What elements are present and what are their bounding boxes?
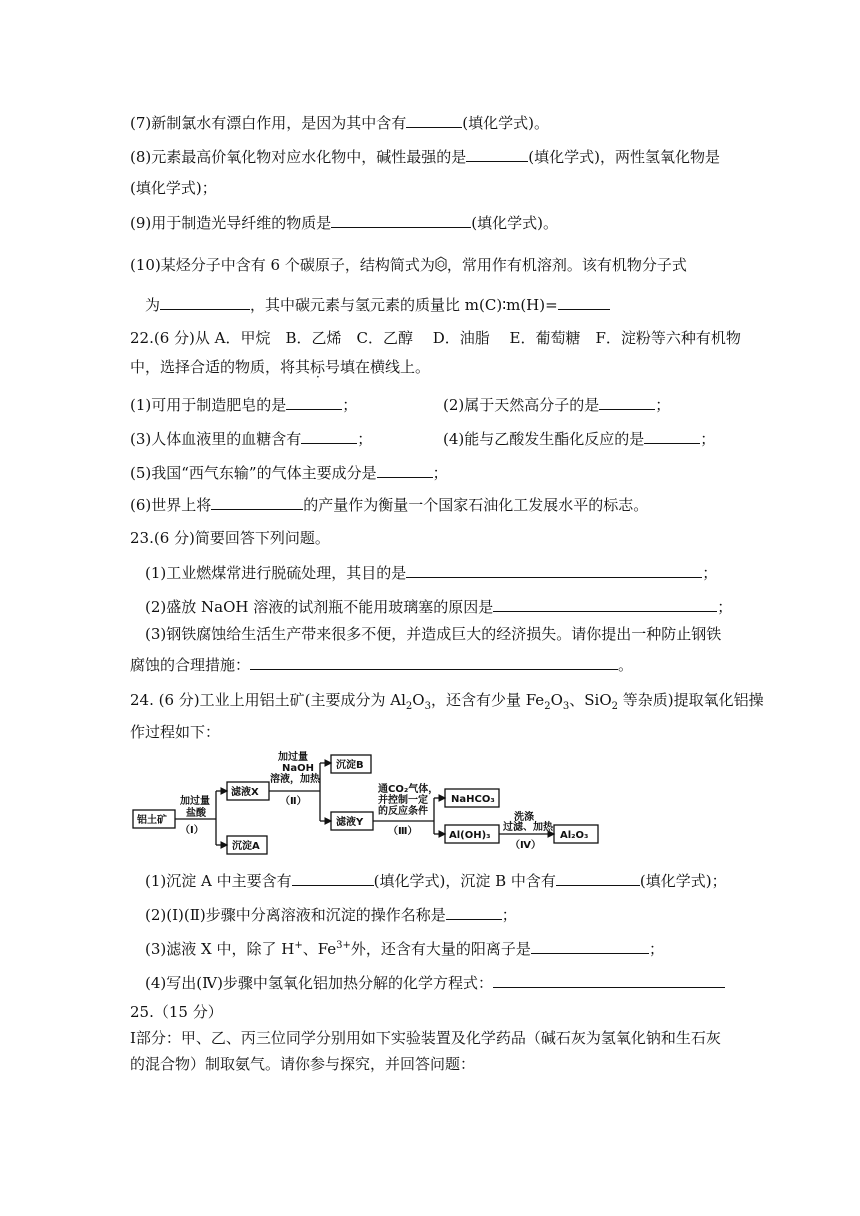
q22-item-4-text: (4)能与乙酸发生酯化反应的是: [443, 430, 645, 448]
answer-blank[interactable]: [331, 212, 471, 228]
q24-item-4: [145, 972, 725, 993]
step4-label-2: 过滤、加热: [503, 822, 553, 833]
q23-item-3-cont: [130, 654, 633, 675]
q23-item-3-text: (3)钢铁腐蚀给生活生产带来很多不便，并造成巨大的经济损失。请你提出一种防止钢铁: [145, 625, 722, 643]
q22-item-5-text: (5)我国“西气东输”的气体主要成分是: [130, 464, 377, 482]
q21-item-7: [130, 112, 549, 133]
semicolon: ；: [648, 940, 664, 958]
q21-item-10-prefix: 为: [145, 296, 161, 314]
benzene-structure-icon: [435, 256, 447, 272]
q23-item-2: [145, 596, 732, 617]
q22-item-4: [443, 428, 715, 449]
semicolon: ；: [702, 564, 718, 582]
answer-blank[interactable]: [446, 904, 502, 920]
q24-item-2-text: (2)(Ⅰ)(Ⅱ)步骤中分离溶液和沉淀的操作名称是: [145, 906, 446, 924]
q21-item-8-suffix: (填化学式)；: [130, 179, 217, 197]
answer-blank[interactable]: [406, 562, 702, 578]
q22-item-6: [130, 494, 648, 515]
q25-line-1: [130, 1028, 721, 1048]
q24-item-3-mid: 外，还含有大量的阳离子是: [350, 940, 531, 958]
q22-item-1: [130, 394, 357, 415]
q24-item-1: [145, 870, 727, 891]
q21-item-8: [130, 146, 720, 167]
step4-label-3: （Ⅳ）: [510, 840, 541, 851]
answer-blank[interactable]: [160, 294, 250, 310]
q23-item-1: [145, 562, 717, 583]
answer-blank[interactable]: [211, 494, 303, 510]
answer-blank[interactable]: [531, 938, 649, 954]
q22-intro-text: 22.(6 分)从 A．甲烷 B．乙烯 C．乙醇 D．油脂 E．葡萄糖 F．淀粉等六种有机物: [130, 329, 741, 347]
step1-label-1: 加过量: [180, 796, 210, 807]
semicolon: ；: [357, 430, 373, 448]
q22-intro: [130, 328, 741, 348]
answer-blank[interactable]: [493, 972, 725, 988]
q21-item-8-mid: (填化学式)，两性氢氧化物是: [528, 148, 720, 166]
q25-line-1-text: Ⅰ部分：甲、乙、丙三位同学分别用如下实验装置及化学药品（碱石灰为氢氧化钠和生石灰: [130, 1029, 721, 1047]
step3-label-4: （Ⅲ）: [388, 826, 418, 837]
q24-item-3-text: (3)滤液 X 中，除了 H: [145, 940, 295, 958]
step3-label-2: 并控制一定: [378, 795, 428, 806]
q22-item-3: [130, 428, 372, 449]
precip-b-label: 沉淀B: [336, 760, 364, 771]
q22-item-2-text: (2)属于天然高分子的是: [443, 396, 600, 414]
semicolon: ；: [501, 906, 517, 924]
step2-label-3: 溶液，加热: [270, 774, 320, 785]
q24-intro-text-2: 作过程如下：: [130, 723, 221, 741]
filtrate-y-label: 滤液Y: [336, 817, 364, 828]
q24-intro-text: 24. (6 分)工业上用铝土矿(主要成分为 Al: [130, 691, 406, 709]
q24-item-3: (3)滤液 X 中，除了 H+、$Fe^{3+}$外，还含有大量的阳离子是 ；: [145, 940, 664, 958]
q25-title: [130, 1002, 223, 1022]
q22-item-3-text: (3)人体血液里的血糖含有: [130, 430, 302, 448]
semicolon: ；: [717, 598, 733, 616]
q24-item-4-text: (4)写出(Ⅳ)步骤中氢氧化铝加热分解的化学方程式：: [145, 974, 493, 992]
q22-item-6-text: (6)世界上将: [130, 496, 212, 514]
answer-blank[interactable]: [292, 870, 374, 886]
q21-item-8-text: (8)元素最高价氧化物对应水化物中，碱性最强的是: [130, 148, 467, 166]
answer-blank[interactable]: [466, 146, 528, 162]
q24-item-2: [145, 904, 517, 925]
q23-item-3-text-2: 腐蚀的合理措施：: [130, 656, 251, 674]
q23-item-1-text: (1)工业燃煤常进行脱硫处理，其目的是: [145, 564, 407, 582]
q24-item-1-suffix: (填化学式)；: [639, 872, 727, 890]
answer-blank[interactable]: [556, 870, 640, 886]
answer-blank[interactable]: [301, 428, 357, 444]
q21-item-9: [130, 212, 558, 233]
answer-blank[interactable]: [406, 112, 462, 128]
q23-item-2-text: (2)盛放 NaOH 溶液的试剂瓶不能用玻璃塞的原因是: [145, 598, 494, 616]
step1-label-2: 盐酸: [186, 808, 206, 819]
answer-blank[interactable]: [644, 428, 700, 444]
q25-line-2: [130, 1054, 475, 1074]
answer-blank[interactable]: [377, 462, 433, 478]
q22-item-6-suffix: 的产量作为衡量一个国家石油化工发展水平的标志。: [303, 496, 649, 514]
q22-intro-cont: [130, 357, 430, 377]
step3-label-3: 的反应条件: [378, 806, 428, 817]
q23-title-text: 23.(6 分)简要回答下列问题。: [130, 529, 330, 547]
filtrate-x-label: 滤液X: [231, 787, 259, 798]
precip-a-label: 沉淀A: [232, 841, 260, 852]
q22-intro-text-3: 号填在横线上。: [325, 358, 431, 376]
q24-intro: 24. (6 分)工业上用铝土矿(主要成分为 $Al_2O_3$，还含有少量 $Fe_2O_3$、SiO$_2$ 等杂质)提取氧化铝操: [130, 691, 764, 712]
answer-blank[interactable]: [493, 596, 717, 612]
q22-item-5: [130, 462, 448, 483]
q21-item-10: [130, 255, 687, 275]
q21-item-9-text: (9)用于制造光导纤维的物质是: [130, 214, 332, 232]
q24-intro-cont: [130, 722, 220, 742]
semicolon: ；: [700, 430, 716, 448]
q22-item-1-text: (1)可用于制造肥皂的是: [130, 396, 287, 414]
answer-blank[interactable]: [250, 654, 618, 670]
answer-blank[interactable]: [558, 294, 610, 310]
semicolon: ；: [655, 396, 671, 414]
q21-item-7-text: (7)新制氯水有漂白作用，是因为其中含有: [130, 114, 407, 132]
alumina-process-flowchart: [130, 748, 600, 858]
q22-intro-text-2: 中，选择合适的物质，将其: [130, 358, 311, 376]
q25-line-2-text: 的混合物）制取氨气。请你参与探究，并回答问题：: [130, 1055, 476, 1073]
q21-item-10-ratio: ，其中碳元素与氢元素的质量比 m(C)∶m(H)=: [250, 296, 558, 314]
step1-label-3: （Ⅰ）: [180, 825, 204, 836]
q25-title-text: 25.（15 分）: [130, 1003, 223, 1021]
q22-item-2: [443, 394, 670, 415]
step2-label-1: 加过量: [278, 752, 308, 763]
semicolon: ；: [342, 396, 358, 414]
q22-emphasis-char: 标: [310, 358, 326, 376]
q21-item-7-suffix: (填化学式)。: [462, 114, 549, 132]
q24-item-1-text: (1)沉淀 A 中主要含有: [145, 872, 292, 890]
ore-label: 铝土矿: [137, 815, 167, 826]
period: 。: [618, 656, 634, 674]
step2-label-4: （Ⅱ）: [280, 796, 307, 807]
q23-item-3: [145, 624, 721, 644]
q21-item-9-suffix: (填化学式)。: [471, 214, 558, 232]
step3-label-1: 通CO₂气体，: [378, 784, 439, 795]
step4-label-1: 洗涤: [514, 812, 534, 823]
al2o3-label: Al₂O₃: [560, 830, 589, 841]
answer-blank[interactable]: [286, 394, 342, 410]
q21-item-10-cont: [145, 294, 610, 315]
answer-blank[interactable]: [599, 394, 655, 410]
semicolon: ；: [432, 464, 448, 482]
q21-item-10-text: (10)某烃分子中含有 6 个碳原子，结构简式为: [130, 256, 435, 274]
q23-title: [130, 528, 330, 548]
q24-item-1-mid: (填化学式)，沉淀 B 中含有: [373, 872, 556, 890]
q21-item-10-mid: ，常用作有机溶剂。该有机物分子式: [446, 256, 687, 274]
step2-label-2: NaOH: [282, 763, 314, 774]
q21-item-8-cont: [130, 178, 217, 198]
aloh3-label: Al(OH)₃: [449, 830, 491, 841]
nahco3-label: NaHCO₃: [451, 794, 495, 805]
